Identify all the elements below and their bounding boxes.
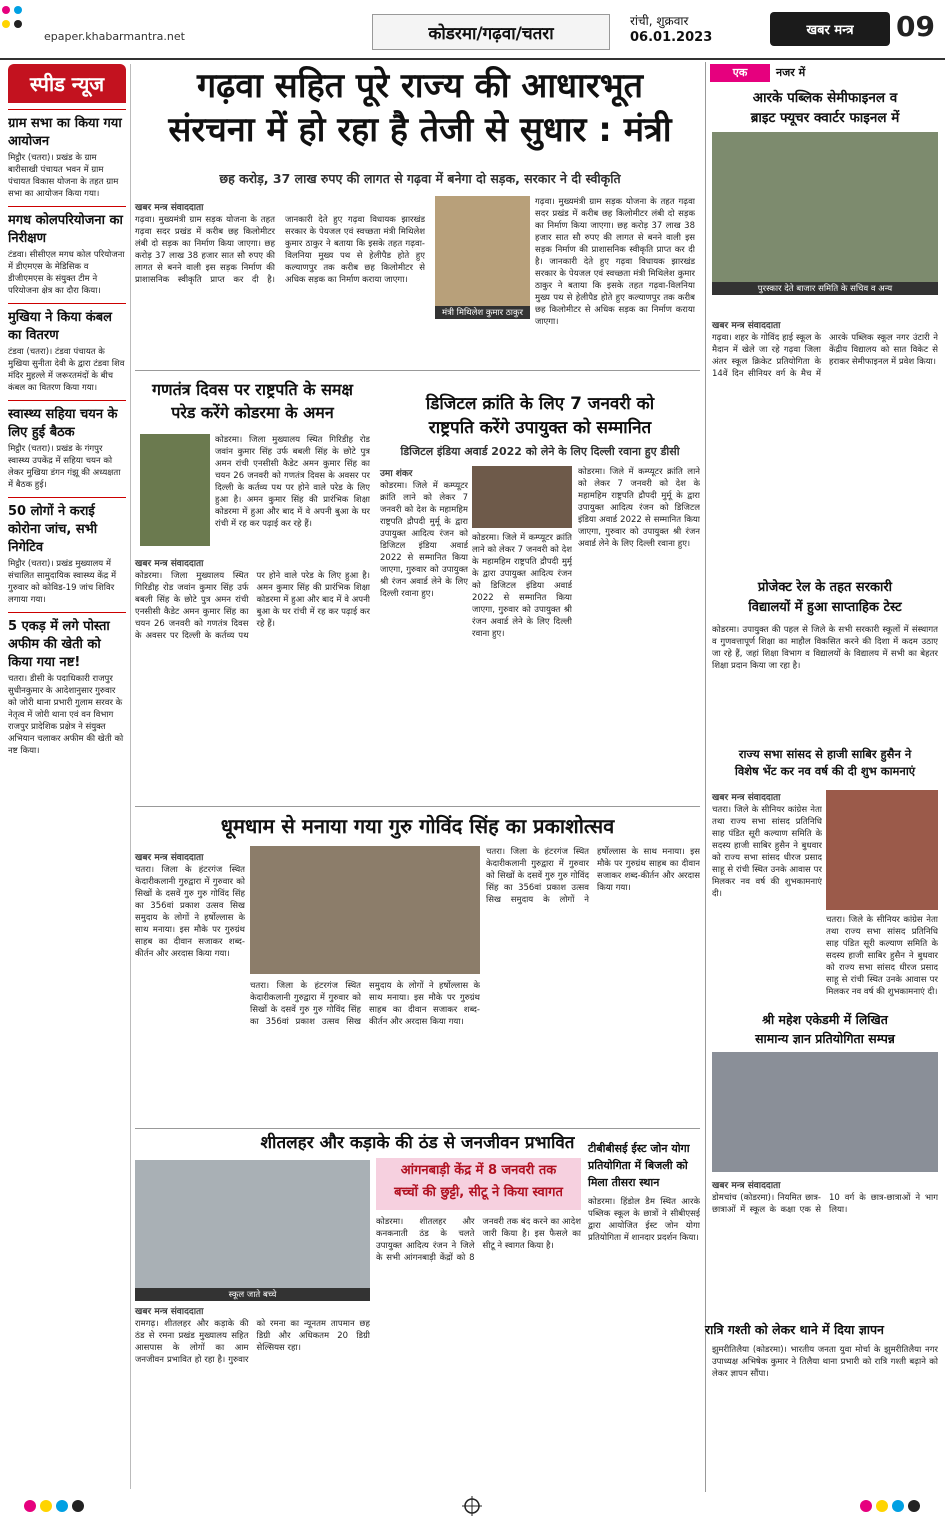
lead-body: गढ़वा। मुख्यमंत्री ग्राम सड़क योजना के तहत गढ़वा सदर प्रखंड में करीब छह किलोमीटर लंबी दो सड़क का निर्माण किया जाएगा। छह करोड़ 37 लाख 38 हजार सात सौ रुपए की लागत से बनने वाली इस सड़क निर्माण की प्राशासनिक स्वीकृति प्राप्त कर दी है। जानकारी देते हुए गढ़वा विधायक झारखंड सरकार के पेयजल एवं स्वच्छता मंत्री मिथिलेश कुमार ठाकुर ने बताया कि इसके तहत गढ़वा-विलनिया मुख्य पथ से हेलीपैड होते हुए कल्याणपुर तक करीब छह किलोमीटर से अधिक सड़क का निर्माण कराया जाएगा। (135, 215, 425, 285)
brief-text: टंडवा (चतरा)। टंडवा पंचायत के मुखिया सुनीता देवी के द्वारा टंडवा शिव मंदिर मुहल्ले में जरूरतमंदों के बीच कंबल का वितरण किया गया। (8, 347, 125, 393)
guru-body-3: चतरा। जिला के हंटरगंज स्थित केदारीकलानी गुरुद्वारा में गुरुवार को सिखों के दसवें गुरु गुरु गोविंद सिंह का 356वां प्रकाश उत्सव सिख समुदाय के लोगों ने हर्षोल्लास के साथ मनाया। इस मौके पर गुरुग्रंथ साहब का दीवान सजाकर शब्द-कीर्तन और अरदास किया गया। (486, 847, 700, 905)
republic-body: कोडरमा। जिला मुख्यालय स्थित गिरिडीह रोड जवांन कुमार सिंह उर्फ बबली सिंह के छोटे पुत्र अमन रांची एनसीसी कैडेट अमन कुमार सिंह का चयन 26 जनवरी को गणतंत्र दिवस के अवसर पर दिल्ली के कर्तव्य पथ पर होने वाले परेड के लिए हुआ है। अमन कुमार सिंह की प्रारंभिक शिक्षा कोडरमा में हुआ और बाद में वे अपनी बुआ के घर रांची में रह कर पढ़ाई कर रहे हैं। (135, 571, 370, 641)
academy-body: डोमचांच (कोडरमा)। नियमित छात्र-छात्राओं में स्कूल के कक्षा एक से 10 वर्ग के छात्र-छात्राओं ने भाग लिया। (712, 1193, 938, 1215)
anganwadi-headline-line2: बच्चों की छुट्टी, सीटू ने किया स्वागत (394, 1185, 563, 1200)
epaper-url[interactable]: epaper.khabarmantra.net (44, 30, 185, 43)
news-brief (8, 612, 126, 757)
news-brief (8, 109, 126, 200)
project-headline-line1: प्रोजेक्ट रेल के तहत सरकारी (757, 580, 893, 595)
dateline-date: 06.01.2023 (630, 30, 713, 45)
news-brief (8, 206, 126, 297)
tt-headline-line1: टीबीबीसई ईस्ट जोन योगा (588, 1142, 690, 1155)
brief-heading: मगध कोलपरियोजना का निरीक्षण (8, 206, 126, 246)
digital-body-2: कोडरमा। जिले में कम्प्यूटर क्रांति लाने को लेकर 7 जनवरी को देश के महामहिम राष्ट्रपति द्रौपदी मुर्मू के द्वारा उपायुक्त आदित्य रंजन को डिजिटल इंडिया अवार्ड 2022 से सम्मानित किया जाएगा, गुरुवार को उपायुक्त श्री रंजन अवार्ड लेने के लिए दिल्ली रवाना हुए। (472, 533, 572, 639)
digital-subheadline: डिजिटल इंडिया अवार्ड 2022 को लेने के लिए दिल्ली रवाना हुए डीसी (400, 445, 680, 458)
lead-byline: खबर मन्त्र संवाददाता (135, 203, 204, 213)
brief-text: चतरा। डीसी के पदाधिकारी राजपुर सुधीनकुमार के आदेशानुसार गुरुवार को जोरी थाना प्रभारी गुलाम सरवर के नेतृत्व में जोरी थाना एवं वन विभाग राजपुर प्रादेशिक प्रक्षेत्र ने संयुक्त अभियान चलाकर अफीम की खेती को नष्ट किया। (8, 674, 124, 756)
cricket-headline-line2: ब्राइट फ्यूचर क्वार्टर फाइनल में (750, 110, 900, 126)
brief-text: मिट्ठौर (चतरा)। प्रखंड के गंगपुर स्वास्थ्य उपकेंद्र में सहिया चयन को लेकर मुखिया डंगन गंझू की अध्यक्षता में बैठक हुई। (8, 444, 121, 490)
cold-body: रामगढ़। शीतलहर और कड़ाके की ठंड से रमना प्रखंड मुख्यालय सहित आसपास के लोगों का आम जनजीवन प्रभावित हो रहा है। गुरुवार को रमना का न्यूनतम तापमान छह डिग्री और अधिकतम 20 डिग्री सेल्सियस रहा। (135, 1319, 370, 1365)
anganwadi-headline-line1: आंगनबाड़ी केंद्र में 8 जनवरी तक (400, 1163, 557, 1178)
guru-body: चतरा। जिला के हंटरगंज स्थित केदारीकलानी गुरुद्वारा में गुरुवार को सिखों के दसवें गुरु गुरु गोविंद सिंह का 356वां प्रकाश उत्सव सिख समुदाय के लोगों ने हर्षोल्लास के साथ मनाया। इस मौके पर गुरुग्रंथ साहब का दीवान सजाकर शब्द-कीर्तन और अरदास किया गया। (135, 865, 245, 959)
cold-byline: खबर मन्त्र संवाददाता (135, 1307, 204, 1317)
project-body: कोडरमा। उपायुक्त की पहल से जिले के सभी सरकारी स्कूलों में संस्थागत व गुणवत्तापूर्ण शिक्षा का माहौल विकसित करने की दिशा में कदम उठाए जा रहे हैं, जहां शिक्षा विभाग व विद्यालयों के विद्यालय में सभी का बेहतर शिक्षा प्रदान किया जा रहा है। (712, 625, 938, 671)
tt-headline-line3: मिला तीसरा स्थान (588, 1176, 660, 1189)
tt-headline (588, 1140, 700, 1191)
brief-heading: मुखिया ने किया कंबल का वितरण (8, 303, 126, 343)
night-headline: रात्रि गश्ती को लेकर थाने में दिया ज्ञापन (705, 1322, 884, 1337)
brief-heading: 50 लोगों ने कराई कोरोना जांच, सभी निगेटिव (8, 497, 126, 555)
news-brief (8, 497, 126, 606)
lead-headline-line1: गढ़वा सहित पूरे राज्य की आधारभूत (196, 66, 644, 106)
republic-headline-line2: परेड करेंगे कोडरमा के अमन (171, 403, 334, 422)
republic-headline (135, 378, 370, 424)
mp-body: चतरा। जिले के सीनियर कांग्रेस नेता तथा राज्य सभा सांसद प्रतिनिधि साह पंडित सूरी कल्याण समिति के सदस्य हाजी साबिर हुसैन ने बुधवार को राज्य सभा सांसद धीरज प्रसाद साहू से रांची स्थित उनके आवास पर मिलकर नव वर्ष की शुभकामनाएं दी। (712, 805, 822, 899)
divider (135, 806, 700, 807)
mp-headline (710, 746, 940, 780)
dc-photo (472, 466, 572, 528)
speed-news-label: स्पीड न्यूज (8, 64, 126, 103)
at-a-glance-label: नजर में (776, 66, 806, 79)
digital-headline (380, 392, 700, 440)
aman-photo (140, 434, 210, 546)
brand-logo: खबर मन्त्र (770, 12, 890, 46)
guru-byline: खबर मन्त्र संवाददाता (135, 853, 204, 863)
anganwadi-headline (376, 1160, 581, 1204)
digital-headline-line2: राष्ट्रपति करेंगे उपायुक्त को सम्मानित (428, 418, 652, 438)
brief-heading: स्वास्थ्य सहिया चयन के लिए हुई बैठक (8, 400, 126, 440)
tt-body: कोडरमा। हिंडोल डैम स्थित आरके पब्लिक स्कूल के छात्रों ने सीबीएसई द्वारा आयोजित ईस्ट जोन योगा प्रतियोगिता में शानदार प्रदर्शन किया। (588, 1197, 700, 1243)
mp-byline: खबर मन्त्र संवाददाता (712, 793, 781, 803)
anganwadi-body: कोडरमा। शीतलहर और कनकनाती ठंड के चलते उपायुक्त आदित्य रंजन ने जिले के सभी आंगनबाड़ी केंद्रों को 8 जनवरी तक बंद करने का आदेश जारी किया है। इस फैसले का सीटू ने स्वागत किया है। (376, 1217, 581, 1263)
divider (135, 1128, 700, 1129)
school-children-photo (135, 1160, 370, 1288)
digital-headline-line1: डिजिटल क्रांति के लिए 7 जनवरी को (425, 394, 655, 414)
night-body: झुमरीतिलैया (कोडरमा)। भारतीय जनता युवा मोर्चा के झुमरीतिलैया नगर उपाध्यक्ष अभिषेक कुमार ने तिलैया थाना प्रभारी को रात्रि गश्ती बढ़ाने को लेकर ज्ञापन सौंपा। (712, 1345, 938, 1379)
lead-headline-line2: संरचना में हो रहा है तेजी से सुधार : मंत्री (168, 110, 672, 150)
minister-photo-caption: मंत्री मिथिलेश कुमार ठाकुर (435, 306, 530, 319)
lead-body-cont: गढ़वा। मुख्यमंत्री ग्राम सड़क योजना के तहत गढ़वा सदर प्रखंड में करीब छह किलोमीटर लंबी दो सड़क का निर्माण किया जाएगा। छह करोड़ 37 लाख 38 हजार सात सौ रुपए की लागत से बनने वाली इस सड़क निर्माण की प्राशासनिक स्वीकृति प्राप्त कर दी है। जानकारी देते हुए गढ़वा विधायक झारखंड सरकार के पेयजल एवं स्वच्छता मंत्री मिथिलेश कुमार ठाकुर ने बताया कि इसके तहत गढ़वा-विलनिया मुख्य पथ से हेलीपैड होते हुए कल्याणपुर तक करीब छह किलोमीटर से अधिक सड़क का निर्माण कराया जाएगा। (535, 197, 695, 327)
at-a-glance-tag: एक (710, 64, 770, 82)
section-title: कोडरमा/गढ़वा/चतरा (372, 14, 610, 50)
news-brief (8, 303, 126, 394)
brief-heading: 5 एकड़ में लगे पोस्ता अफीम की खेती को किया गया नष्ट! (8, 612, 126, 670)
tt-headline-line2: प्रतियोगिता में बिजली को (588, 1159, 688, 1172)
mp-body-2: चतरा। जिले के सीनियर कांग्रेस नेता तथा राज्य सभा सांसद प्रतिनिधि साह पंडित सूरी कल्याण समिति के सदस्य हाजी साबिर हुसैन ने बुधवार को राज्य सभा सांसद धीरज प्रसाद साहू से रांची स्थित उनके आवास पर मिलकर नव वर्ष की शुभकामनाएं दी। (826, 915, 938, 997)
academy-headline (710, 1010, 940, 1048)
mp-headline-line1: राज्य सभा सांसद से हाजी साबिर हुसैन ने (738, 747, 912, 761)
cricket-photo-caption: पुरस्कार देते बाजार समिति के सचिव व अन्य (712, 282, 938, 295)
page-number: 09 (896, 10, 935, 43)
column-divider (705, 62, 706, 1492)
digital-body-3: कोडरमा। जिले में कम्प्यूटर क्रांति लाने को लेकर 7 जनवरी को देश के महामहिम राष्ट्रपति द्रौपदी मुर्मू के द्वारा उपायुक्त आदित्य रंजन को डिजिटल इंडिया अवार्ड 2022 से सम्मानित किया जाएगा, गुरुवार को उपायुक्त श्री रंजन अवार्ड लेने के लिए दिल्ली रवाना हुए। (578, 467, 700, 549)
page-header (0, 0, 945, 60)
cricket-team-photo (712, 132, 938, 282)
republic-body-cont: कोडरमा। जिला मुख्यालय स्थित गिरिडीह रोड जवांन कुमार सिंह उर्फ बबली सिंह के छोटे पुत्र अमन रांची एनसीसी कैडेट अमन कुमार सिंह का चयन 26 जनवरी को गणतंत्र दिवस के अवसर पर दिल्ली के कर्तव्य पथ पर होने वाले परेड के लिए हुआ है। अमन कुमार सिंह की प्रारंभिक शिक्षा कोडरमा में हुआ और बाद में वे अपनी बुआ के घर रांची में रह कर पढ़ाई कर रहे हैं। (215, 435, 370, 529)
cold-headline: शीतलहर और कड़ाके की ठंड से जनजीवन प्रभावित (260, 1133, 575, 1153)
decor-dots-icon (0, 2, 30, 42)
republic-byline: खबर मन्त्र संवाददाता (135, 559, 204, 569)
project-headline (710, 578, 940, 618)
lead-headline (140, 64, 700, 152)
minister-photo (435, 196, 530, 306)
brief-heading: ग्राम सभा का किया गया आयोजन (8, 109, 126, 149)
academy-headline-line2: सामान्य ज्ञान प्रतियोगिता सम्पन्न (755, 1031, 895, 1046)
academy-byline: खबर मन्त्र संवाददाता (712, 1181, 781, 1191)
footer-registration-marks-icon (0, 1496, 945, 1516)
guru-body-2: चतरा। जिला के हंटरगंज स्थित केदारीकलानी गुरुद्वारा में गुरुवार को सिखों के दसवें गुरु गुरु गोविंद सिंह का 356वां प्रकाश उत्सव सिख समुदाय के लोगों ने हर्षोल्लास के साथ मनाया। इस मौके पर गुरुग्रंथ साहब का दीवान सजाकर शब्द-कीर्तन और अरदास किया गया। (250, 981, 480, 1027)
republic-headline-line1: गणतंत्र दिवस पर राष्ट्रपति के समक्ष (152, 380, 353, 399)
mp-headline-line2: विशेष भेंट कर नव वर्ष की दी शुभ कामनाएं (734, 764, 916, 778)
cricket-byline: खबर मन्त्र संवाददाता (712, 321, 781, 331)
lead-subheadline: छह करोड़, 37 लाख रुपए की लागत से गढ़वा में बनेगा दो सड़क, सरकार ने दी स्वीकृति (219, 171, 621, 186)
speed-news-column (8, 64, 131, 1489)
news-brief (8, 400, 126, 491)
project-headline-line2: विद्यालयों में हुआ साप्ताहिक टेस्ट (748, 600, 902, 615)
digital-body: कोडरमा। जिले में कम्प्यूटर क्रांति लाने को लेकर 7 जनवरी को देश के महामहिम राष्ट्रपति द्रौपदी मुर्मू के द्वारा उपायुक्त आदित्य रंजन को डिजिटल इंडिया अवार्ड 2022 से सम्मानित किया जाएगा, गुरुवार को उपायुक्त श्री रंजन अवार्ड लेने के लिए दिल्ली रवाना हुए। (380, 481, 468, 599)
children-photo-caption: स्कूल जाते बच्चे (135, 1288, 370, 1301)
cricket-headline (710, 88, 940, 128)
dateline-place: रांची, शुक्रवार (630, 14, 689, 28)
academy-headline-line1: श्री महेश एकेडमी में लिखित (762, 1012, 888, 1027)
brief-text: मिट्ठौर (चतरा)। प्रखंड मुख्यालय में संचालित सामुदायिक स्वास्थ्य केंद्र में गुरुवार को कोविड-19 जांच शिविर लगाया गया। (8, 559, 117, 605)
guru-headline: धूमधाम से मनाया गया गुरु गोविंद सिंह का प्रकाशोत्सव (220, 814, 615, 838)
mp-meeting-photo (826, 790, 938, 910)
cricket-headline-line1: आरके पब्लिक सेमीफाइनल व (752, 90, 898, 106)
exam-hall-photo (712, 1052, 938, 1172)
cricket-body: गढ़वा। शहर के गोविंद हाई स्कूल के मैदान में खेले जा रहे गढ़वा जिला अंतर स्कूल क्रिकेट प्रतियोगिता के 14वें दिन सीनियर वर्ग के मैच में आरके पब्लिक स्कूल नगर उंटारी ने केंद्रीय विद्यालय को सात विकेट से हराकर सेमीफाइनल में प्रवेश किया। (712, 333, 938, 379)
brief-text: मिट्ठौर (चतरा)। प्रखंड के ग्राम बारीसाखी पंचायत भवन में ग्राम पंचायत विकास योजना के तहत ग्राम सभा का आयोजन किया गया। (8, 153, 119, 199)
divider (135, 370, 700, 371)
digital-byline: उमा शंकर (380, 469, 413, 479)
gurudwara-photo (250, 846, 480, 974)
brief-text: टंडवा। सीसीएल मगध कोल परियोजना में डीएमएस के मेडिसिक व डीजीएमएस के संयुक्त टीम ने परियोजना क्षेत्र का दौरा किया। (8, 250, 125, 296)
